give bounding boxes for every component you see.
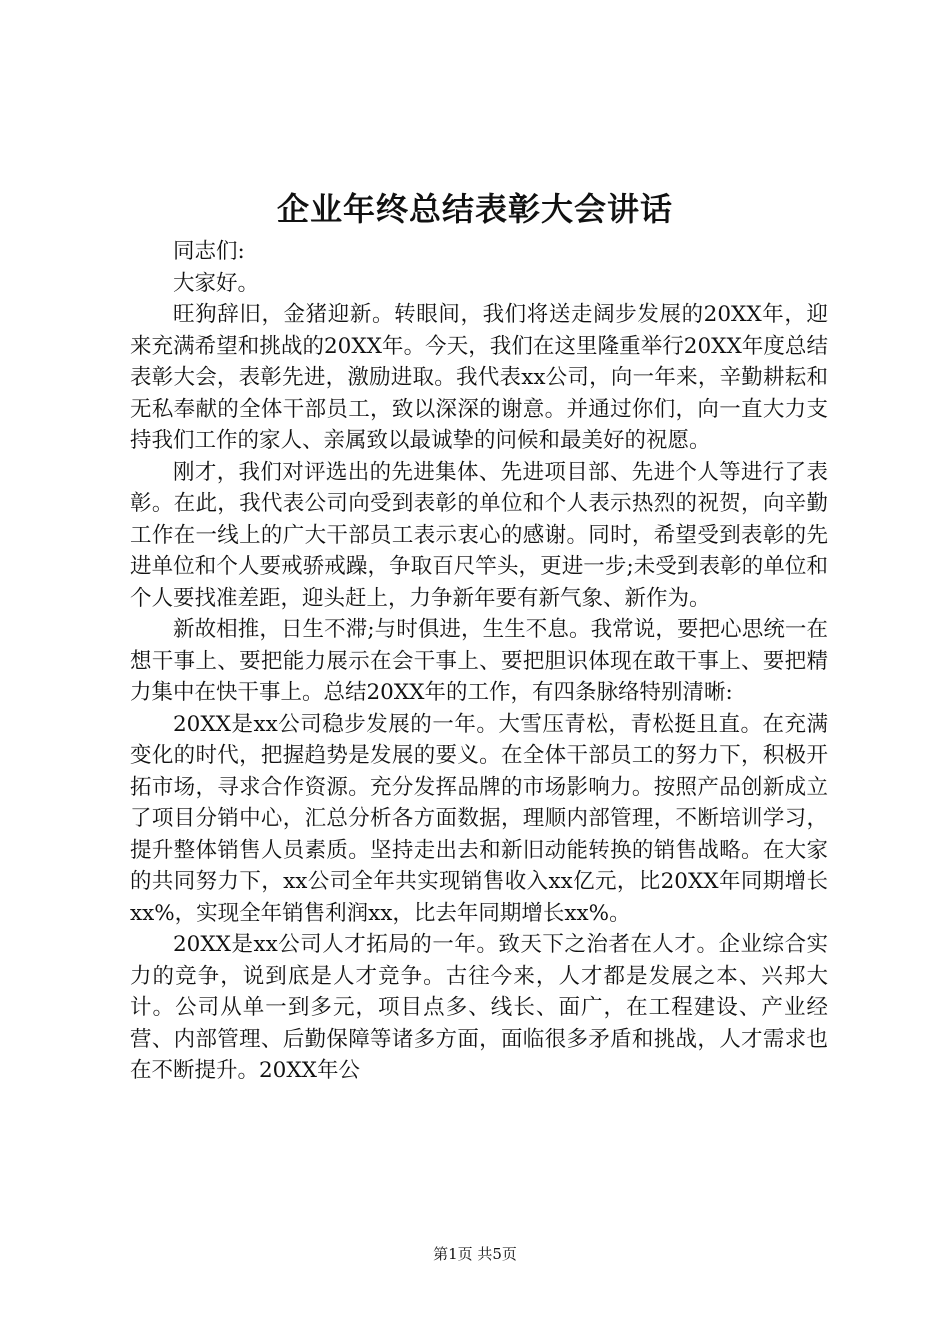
document-body [130, 236, 828, 1087]
paragraph: 20XX是xx公司稳步发展的一年。大雪压青松，青松挺且直。在充满变化的时代，把握趋势是发展的要义。在全体干部员工的努力下，积极开拓市场，寻求合作资源。充分发挥品牌的市场影响力。按照产品创新成立了项目分销中心，汇总分析各方面数据，理顺内部管理，不断培训学习，提升整体销售人员素质。坚持走出去和新旧动能转换的销售战略。在大家的共同努力下，xx公司全年共实现销售收入xx亿元，比20XX年同期增长xx%，实现全年销售利润xx，比去年同期增长xx%。 [130, 711, 828, 926]
paragraph: 旺狗辞旧，金猪迎新。转眼间，我们将送走阔步发展的20XX年，迎来充满希望和挑战的20XX年。今天，我们在这里隆重举行20XX年度总结表彰大会，表彰先进，激励进取。我代表xx公司，向一年来，辛勤耕耘和无私奉献的全体干部员工，致以深深的谢意。并通过你们，向一直大力支持我们工作的家人、亲属致以最诚挚的问候和最美好的祝愿。 [130, 302, 828, 453]
paragraph-greeting: 大家好。 [173, 270, 260, 296]
page-number-footer: 第1页 共5页 [433, 1245, 517, 1263]
paragraph-salutation: 同志们: [173, 239, 245, 264]
page-title: 企业年终总结表彰大会讲话 [276, 190, 673, 228]
paragraph: 新故相推，日生不滞;与时俱进，生生不息。我常说，要把心思统一在想干事上、要把能力展示在会干事上、要把胆识体现在敢干事上、要把精力集中在快干事上。总结20XX年的工作，有四条脉络特别清晰: [130, 617, 828, 705]
paragraph: 20XX是xx公司人才拓局的一年。致天下之治者在人才。企业综合实力的竞争，说到底是人才竞争。古往今来，人才都是发展之本、兴邦大计。公司从单一到多元，项目点多、线长、面广，在工程建设、产业经营、内部管理、后勤保障等诸多方面，面临很多矛盾和挑战，人才需求也在不断提升。20XX年公 [130, 932, 828, 1083]
paragraph: 刚才，我们对评选出的先进集体、先进项目部、先进个人等进行了表彰。在此，我代表公司向受到表彰的单位和个人表示热烈的祝贺，向辛勤工作在一线上的广大干部员工表示衷心的感谢。同时，希望受到表彰的先进单位和个人要戒骄戒躁，争取百尺竿头，更进一步;未受到表彰的单位和个人要找准差距，迎头赶上，力争新年要有新气象、新作为。 [130, 459, 828, 611]
